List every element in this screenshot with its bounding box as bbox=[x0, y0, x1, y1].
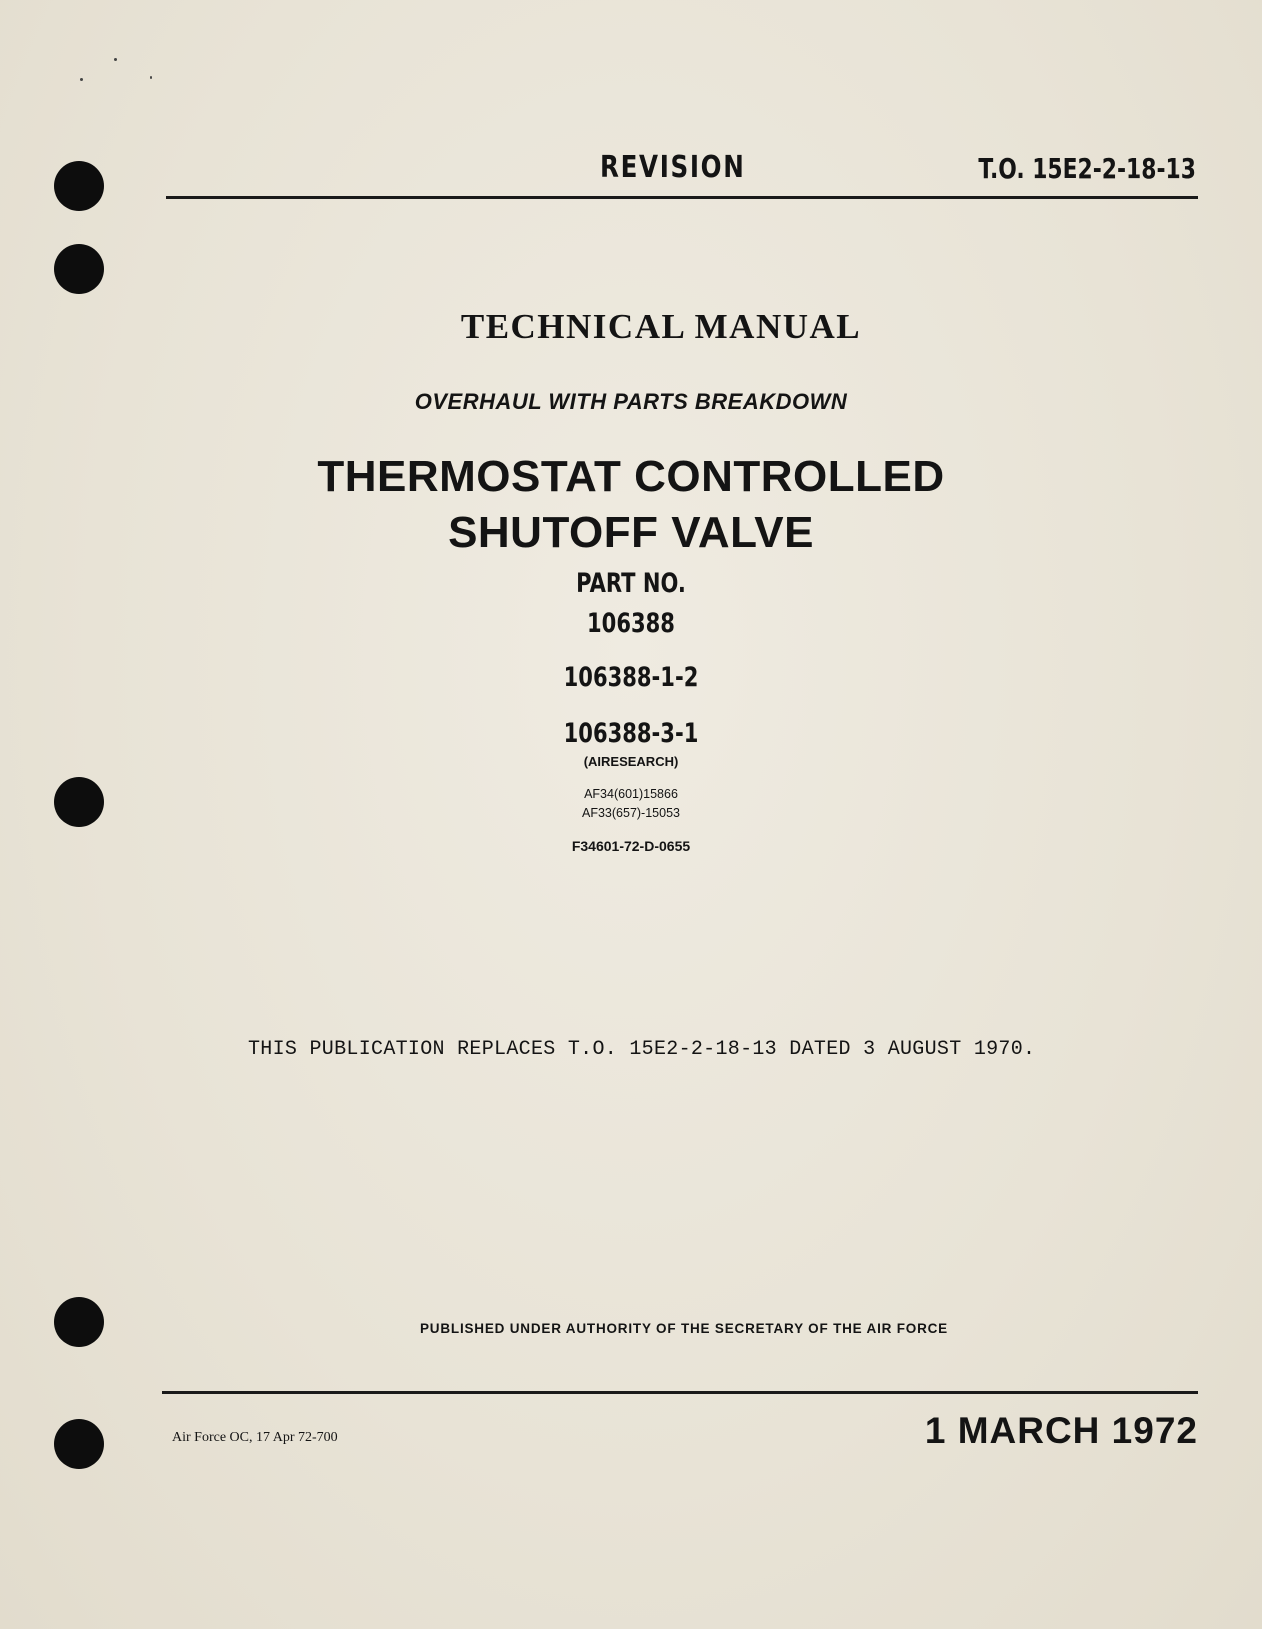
revision-label: REVISION bbox=[600, 150, 746, 185]
header-rule bbox=[166, 196, 1198, 199]
printing-note: Air Force OC, 17 Apr 72-700 bbox=[172, 1430, 338, 1445]
punch-hole-4 bbox=[54, 1297, 104, 1347]
to-number: T.O. 15E2-2-18-13 bbox=[978, 152, 1196, 185]
punch-hole-5 bbox=[54, 1419, 104, 1469]
publication-date: 1 MARCH 1972 bbox=[924, 1410, 1198, 1451]
title-line-2: SHUTOFF VALVE bbox=[448, 508, 814, 557]
contract-number: AF33(657)-15053 bbox=[582, 806, 680, 820]
footer-rule bbox=[162, 1391, 1198, 1394]
technical-manual-heading: TECHNICAL MANUAL bbox=[460, 307, 862, 346]
replaces-notice: THIS PUBLICATION REPLACES T.O. 15E2-2-18-13 DATED 3 AUGUST 1970. bbox=[248, 1038, 1036, 1061]
paper-speck bbox=[150, 76, 152, 79]
document-subtitle: OVERHAUL WITH PARTS BREAKDOWN bbox=[414, 389, 848, 414]
part-number: 106388 bbox=[587, 608, 675, 639]
part-number: 106388-1-2 bbox=[563, 662, 699, 693]
part-number: 106388-3-1 bbox=[563, 718, 699, 749]
part-no-label: PART NO. bbox=[576, 568, 686, 599]
paper-speck bbox=[114, 58, 117, 61]
contract-number: AF34(601)15866 bbox=[584, 787, 678, 801]
authority-statement: PUBLISHED UNDER AUTHORITY OF THE SECRETARY OF THE AIR FORCE bbox=[420, 1321, 948, 1336]
punch-hole-1 bbox=[54, 161, 104, 211]
manufacturer: (AIRESEARCH) bbox=[583, 754, 679, 769]
title-line-1: THERMOSTAT CONTROLLED bbox=[317, 452, 945, 501]
contract-number-main: F34601-72-D-0655 bbox=[571, 838, 691, 854]
punch-hole-2 bbox=[54, 244, 104, 294]
paper-speck bbox=[80, 78, 83, 81]
